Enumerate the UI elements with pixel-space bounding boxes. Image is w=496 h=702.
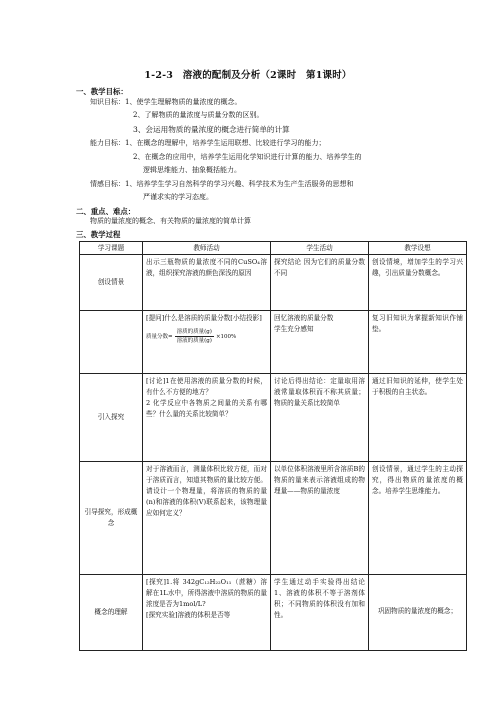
ability-item: 逻辑思维能力、抽象概括能力。 — [143, 166, 241, 174]
row-design: 巩固物质的量浓度的概念； — [369, 575, 467, 651]
process-heading: 三、教学过程 — [76, 230, 121, 239]
table-header-row — [80, 242, 467, 255]
row-design: 通过旧知识的延伸，使学生处于积极的自主状态。 — [369, 374, 467, 462]
row-topic — [80, 311, 143, 374]
key-points-text: 物质的量浓度的概念、有关物质的量浓度的简单计算 — [90, 217, 251, 225]
goals-heading: 一、教学目标： — [76, 87, 128, 96]
row-design: 创设情境，增加学生的学习兴趣，引出质量分数概念。 — [369, 255, 467, 311]
row-topic: 引导探究，形成概念 — [80, 462, 143, 575]
emotion-item: 严谨求实的学习态度。 — [143, 193, 213, 201]
ability-item: 2、在概念的应用中，培养学生运用化学知识进行计算的能力、培养学生的 — [133, 153, 362, 161]
row-topic: 创设情景 — [80, 255, 143, 311]
header-design: 教学设想 — [369, 242, 467, 255]
formula-factor: ×100% — [215, 333, 237, 340]
document-title: 1-2-3 溶液的配制及分析（2课时 第1课时） — [144, 70, 352, 81]
row-student: 学生通过动手实验得出结论 1、溶液的体积不等于溶剂体积；不同物质的体积没有加和性。 — [271, 575, 369, 651]
table-row — [80, 575, 467, 651]
row-student: 回忆溶液的质量分数 学生充分感知 — [271, 311, 369, 374]
emotion-goal-1 — [90, 180, 353, 189]
row-student: 探究结论 因为它们的质量分数不同 — [271, 255, 369, 311]
formula-numerator: 溶质的质量(g) — [176, 329, 212, 335]
table-row — [80, 462, 467, 575]
emotion-label: 情感目标： — [90, 180, 125, 188]
formula-lhs: 质量分数= — [146, 333, 173, 340]
formula-denominator: 溶液的质量(g) — [176, 338, 212, 344]
row-teacher — [143, 311, 271, 374]
knowledge-item: 3、会运用物质的量浓度的概念进行简单的计算 — [133, 125, 290, 134]
table-row — [80, 255, 467, 311]
table-row — [80, 311, 467, 374]
row-design: 创设情景，通过学生的主动探究，得出物质的量浓度的概念。培养学生思维能力。 — [369, 462, 467, 575]
header-teacher: 教师活动 — [143, 242, 271, 255]
header-topic: 学习课题 — [80, 242, 143, 255]
row-topic: 引入探究 — [80, 374, 143, 462]
row-design: 复习旧知识为掌握新知识作铺垫。 — [369, 311, 467, 374]
knowledge-goal-1 — [90, 98, 241, 107]
row-teacher: 出示三瓶物质的量浓度不同的CuSO₄溶液，组织探究溶液的颜色深浅的原因 — [143, 255, 271, 311]
header-student: 学生活动 — [271, 242, 369, 255]
row-topic: 概念的理解 — [80, 575, 143, 651]
row-teacher: [讨论]1在使用溶液的质量分数的时候，有什么不方便的地方？ 2 化学反应中各物质之间量的关系有哪些？什么量的关系比较简单？ — [143, 374, 271, 462]
emotion-item: 1、培养学生学习自然科学的学习兴趣、科学技术为生产生活服务的思想和 — [125, 180, 354, 188]
ability-goal-1 — [90, 139, 325, 148]
table-row — [80, 374, 467, 462]
row-student: 讨论后得出结论：定量取用溶液常量取体积而不称其质量；物质的量关系比较简单 — [271, 374, 369, 462]
row-teacher: 对于溶液而言，测量体积比较方便，而对于溶质而言，知道其物质的量比较方便。请设计一个物理量，将溶质的物质的量(n)和溶液的体积(V)联系起来，该物理量应如何定义？ — [143, 462, 271, 575]
row-teacher-text: [提问]什么是溶质的质量分数[小结投影] — [146, 314, 262, 322]
knowledge-label: 知识目标： — [90, 98, 125, 106]
formula-fraction — [175, 328, 214, 345]
row-student: 以单位体积溶液里所含溶质B的物质的量来表示溶液组成的物理量——物质的量浓度 — [271, 462, 369, 575]
knowledge-item: 1、使学生理解物质的量浓度的概念。 — [125, 98, 242, 106]
teaching-process-table — [79, 241, 467, 651]
key-points-heading: 二、重点、难点： — [76, 207, 136, 216]
ability-label: 能力目标： — [90, 139, 125, 147]
mass-fraction-formula — [146, 328, 267, 345]
knowledge-item: 2、了解物质的量浓度与质量分数的区别。 — [133, 111, 264, 119]
ability-item: 1、在概念的理解中，培养学生运用联想、比较进行学习的能力； — [125, 139, 326, 147]
row-teacher: [探究]1.将 342gC₁₂H₂₂O₁₁（蔗糖）溶解在1L水中，所得溶液中溶质的物质的量浓度是否为1mol/L? [探究实验]溶液的体积是否等 — [143, 575, 271, 651]
